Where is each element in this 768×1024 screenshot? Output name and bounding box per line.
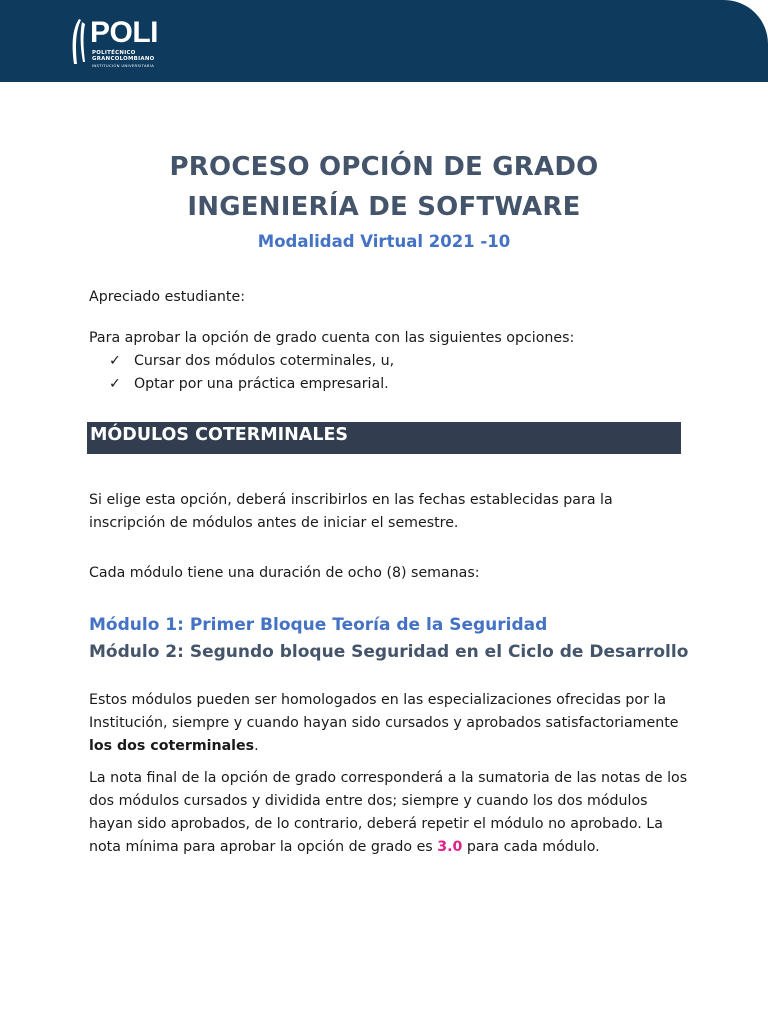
document-title-line-1: PROCESO OPCIÓN DE GRADO	[169, 152, 599, 182]
list-item	[109, 350, 394, 373]
grading-paragraph	[89, 767, 689, 859]
check-icon: ✓	[109, 353, 121, 369]
option-text: Cursar dos módulos coterminales, u,	[134, 353, 395, 369]
homologation-bold: los dos coterminales	[89, 738, 255, 754]
check-icon: ✓	[109, 376, 121, 392]
poli-logo	[68, 14, 168, 72]
logo-line-2: GRANCOLOMBIANO	[92, 56, 155, 62]
section-header	[87, 422, 681, 454]
section-title: MÓDULOS COTERMINALES	[90, 425, 349, 445]
document-subtitle: Modalidad Virtual 2021 -10	[257, 232, 511, 251]
logo-wordmark: POLI	[90, 16, 159, 49]
greeting: Apreciado estudiante:	[89, 289, 245, 305]
list-item	[109, 373, 394, 396]
logo-line-1: POLITÉCNICO	[92, 50, 136, 56]
section-paragraph-1: Si elige esta opción, deberá inscribirlos en las fechas establecidas para la inscripción de módulos antes de iniciar el semestre.	[89, 492, 613, 531]
intro-lead: Para aprobar la opción de grado cuenta con las siguientes opciones:	[89, 330, 575, 346]
document-title-line-2: INGENIERÍA DE SOFTWARE	[187, 192, 581, 222]
grading-text: La nota final de la opción de grado corresponderá a la sumatoria de las notas de los dos módulos cursados y dividida entre dos; siempre y cuando los dos módulos hayan sido aprobados, de lo contrario, deberá repetir el módulo no aprobado. La nota mínima para aprobar la opción de grado es	[89, 770, 688, 855]
homologation-paragraph	[89, 689, 689, 758]
header-bar	[0, 0, 768, 82]
logo-line-3: INSTITUCIÓN UNIVERSITARIA	[92, 63, 155, 68]
logo-mark-icon	[68, 16, 90, 68]
homologation-text: Estos módulos pueden ser homologados en las especializaciones ofrecidas por la Institución, siempre y cuando hayan sido cursados y aprobados satisfactoriamente	[89, 692, 679, 731]
section-paragraph-2: Cada módulo tiene una duración de ocho (8) semanas:	[89, 565, 480, 581]
option-text: Optar por una práctica empresarial.	[134, 376, 389, 392]
minimum-grade: 3.0	[437, 839, 463, 855]
grading-end: para cada módulo.	[462, 839, 600, 855]
options-list	[109, 350, 394, 396]
module-1-heading: Módulo 1: Primer Bloque Teoría de la Seguridad	[89, 615, 548, 635]
module-2-heading: Módulo 2: Segundo bloque Seguridad en el Ciclo de Desarrollo	[89, 642, 689, 662]
homologation-end: .	[254, 738, 259, 754]
